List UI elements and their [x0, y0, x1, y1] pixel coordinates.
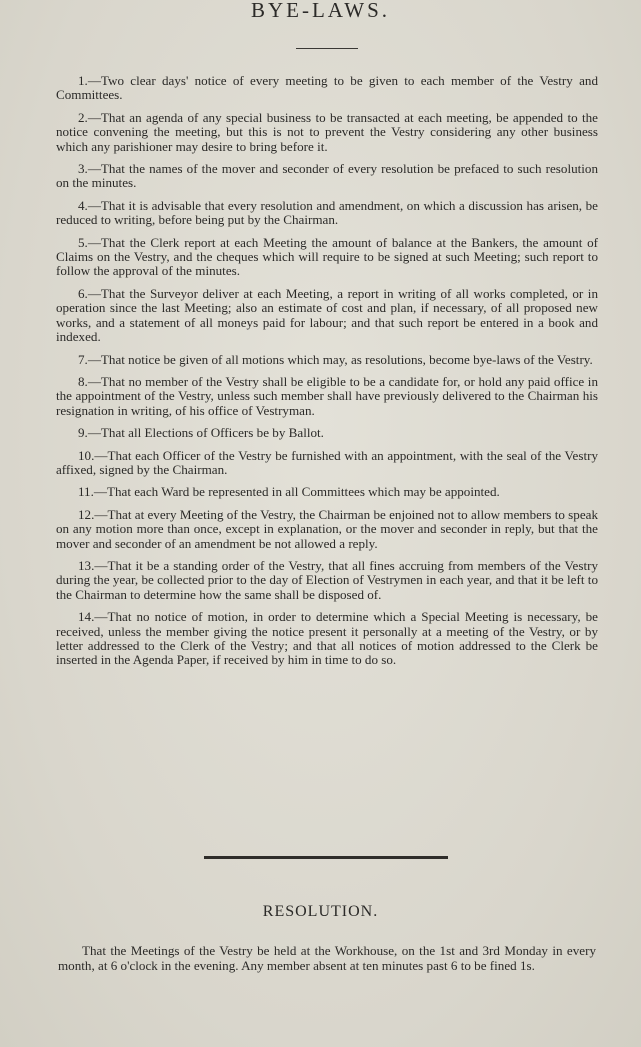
- resolution-heading: RESOLUTION.: [262, 903, 379, 920]
- title-rule: [296, 48, 358, 49]
- bylaw-paragraph: 14.—That no notice of motion, in order to determine which a Special Meeting is necessary, be received, unless the member giving the notice present it personally at a meeting of the Vestry, or by letter addressed to the Clerk of the Vestry; and that all notices of motion addressed to the Clerk be inserted in the Agenda Paper, if received by him in time to do so.: [56, 609, 598, 668]
- bylaw-paragraph: 2.—That an agenda of any special business to be transacted at each meeting, be appended to the notice convening the meeting, but this is not to prevent the Vestry considering any other business which any parishioner may desire to bring before it.: [56, 109, 598, 154]
- bylaw-paragraph: 1.—Two clear days' notice of every meeting to be given to each member of the Vestry and Committees.: [56, 73, 598, 103]
- bylaw-paragraph: 8.—That no member of the Vestry shall be eligible to be a candidate for, or hold any paid office in the appointment of the Vestry, unless such member shall have previously delivered to the Chairman his resignation in writing, of his office of Vestryman.: [56, 373, 598, 418]
- resolution-text: That the Meetings of the Vestry be held at the Workhouse, on the 1st and 3rd Monday in every month, at 6 o'clock in the evening. Any member absent at ten minutes past 6 to be fined 1s.: [58, 943, 596, 973]
- bylaw-paragraph: 10.—That each Officer of the Vestry be furnished with an appointment, with the seal of the Vestry affixed, signed by the Chairman.: [56, 447, 598, 477]
- bylaw-paragraph: 6.—That the Surveyor deliver at each Meeting, a report in writing of all works completed, or in operation since the last Meeting; also an estimate of cost and plan, if necessary, of all proposed new works, and a statement of all moneys paid for labour; and that such report be entered in a book and indexed.: [56, 285, 598, 345]
- bylaws-list: [56, 74, 598, 676]
- bylaw-paragraph: 13.—That it be a standing order of the Vestry, that all fines accruing from members of the Vestry during the year, be collected prior to the day of Election of Vestrymen in each year, and that it be left to the Chairman to determine how the same shall be disposed of.: [56, 557, 598, 602]
- bylaw-paragraph: 11.—That each Ward be represented in all Committees which may be appointed.: [78, 484, 500, 500]
- bylaw-paragraph: 5.—That the Clerk report at each Meeting the amount of balance at the Bankers, the amount of Claims on the Vestry, and the cheques which will require to be signed at such Meeting; such report to follow the approval of the minutes.: [56, 234, 598, 279]
- bylaw-paragraph: 4.—That it is advisable that every resolution and amendment, on which a discussion has arisen, be reduced to writing, before being put by the Chairman.: [56, 197, 598, 228]
- bylaw-paragraph: 12.—That at every Meeting of the Vestry, the Chairman be enjoined not to allow members to speak on any motion more than once, except in explanation, or the mover and seconder in reply, but that the mover and seconder of an amendment be not allowed a reply.: [56, 506, 598, 551]
- section-divider: [204, 856, 448, 859]
- bylaw-paragraph: 3.—That the names of the mover and seconder of every resolution be prefaced to such resolution on the minutes.: [56, 161, 598, 191]
- bylaw-paragraph: 9.—That all Elections of Officers be by Ballot.: [78, 425, 324, 441]
- page-title: BYE-LAWS.: [250, 0, 391, 22]
- bylaw-paragraph: 7.—That notice be given of all motions which may, as resolutions, become bye-laws of the Vestry.: [78, 351, 593, 367]
